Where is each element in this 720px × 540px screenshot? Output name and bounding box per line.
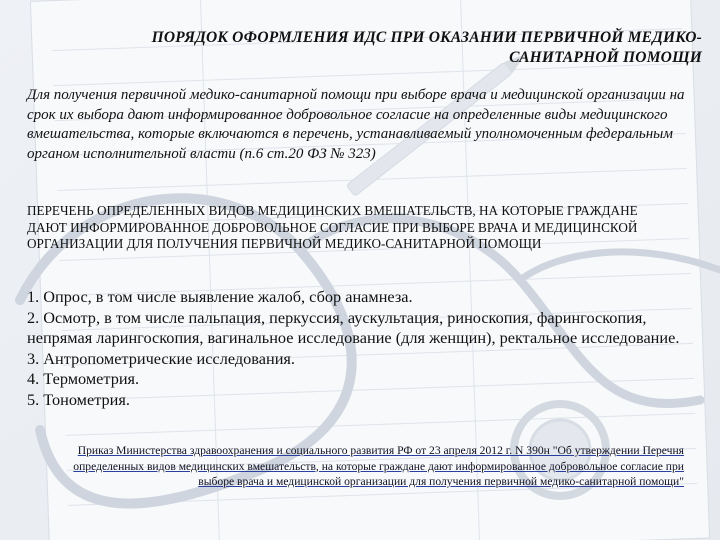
procedure-list (27, 287, 687, 411)
list-item: 5. Тонометрия. (27, 389, 130, 409)
intro-paragraph: Для получения первичной медико-санитарной помощи при выборе врача и медицинской организации на срок их выбора дают информированное добровольное согласие на определенные виды медицинского вмешательства, которые включаются в перечень, устанавливаемый уполномоченным федеральным органом исполнительной власти (п.6 ст.20 ФЗ № 323) (27, 87, 685, 162)
list-item: 1. Опрос, в том числе выявление жалоб, сбор анамнеза. (27, 287, 413, 306)
list-item: 3. Антропометрические исследования. (27, 348, 295, 368)
source-link[interactable]: Приказ Министерства здравоохранения и социального развития РФ от 23 апреля 2012 г. N 390н "Об утверждении Перечня определенных видов медицинских вмешательств, на которые граждане дают информированное добровольное согласие при выборе врача и медицинской организации для получения первичной медико-санитарной помощи" (73, 444, 684, 488)
list-item: 4. Термометрия. (27, 369, 140, 389)
list-heading: ПЕРЕЧЕНЬ ОПРЕДЕЛЕННЫХ ВИДОВ МЕДИЦИНСКИХ ВМЕШАТЕЛЬСТВ, НА КОТОРЫЕ ГРАЖДАНЕ ДАЮТ ИНФОРМИРОВАННОЕ ДОБРОВОЛЬНОЕ СОГЛАСИЕ ПРИ ВЫБОРЕ ВРАЧА И МЕДИЦИНСКОЙ ОРГАНИЗАЦИИ ДЛЯ ПОЛУЧЕНИЯ ПЕРВИЧНОЙ МЕДИКО-САНИТАРНОЙ ПОМОЩИ (27, 203, 638, 251)
list-item: 2. Осмотр, в том числе пальпация, перкуссия, аускультация, риноскопия, фарингоскопия, непрямая ларингоскопия, вагинальное исследование (для женщин), ректальное исследование. (27, 307, 680, 348)
page-title: ПОРЯДОК ОФОРМЛЕНИЯ ИДС ПРИ ОКАЗАНИИ ПЕРВИЧНОЙ МЕДИКО-САНИТАРНОЙ ПОМОЩИ (151, 29, 702, 66)
